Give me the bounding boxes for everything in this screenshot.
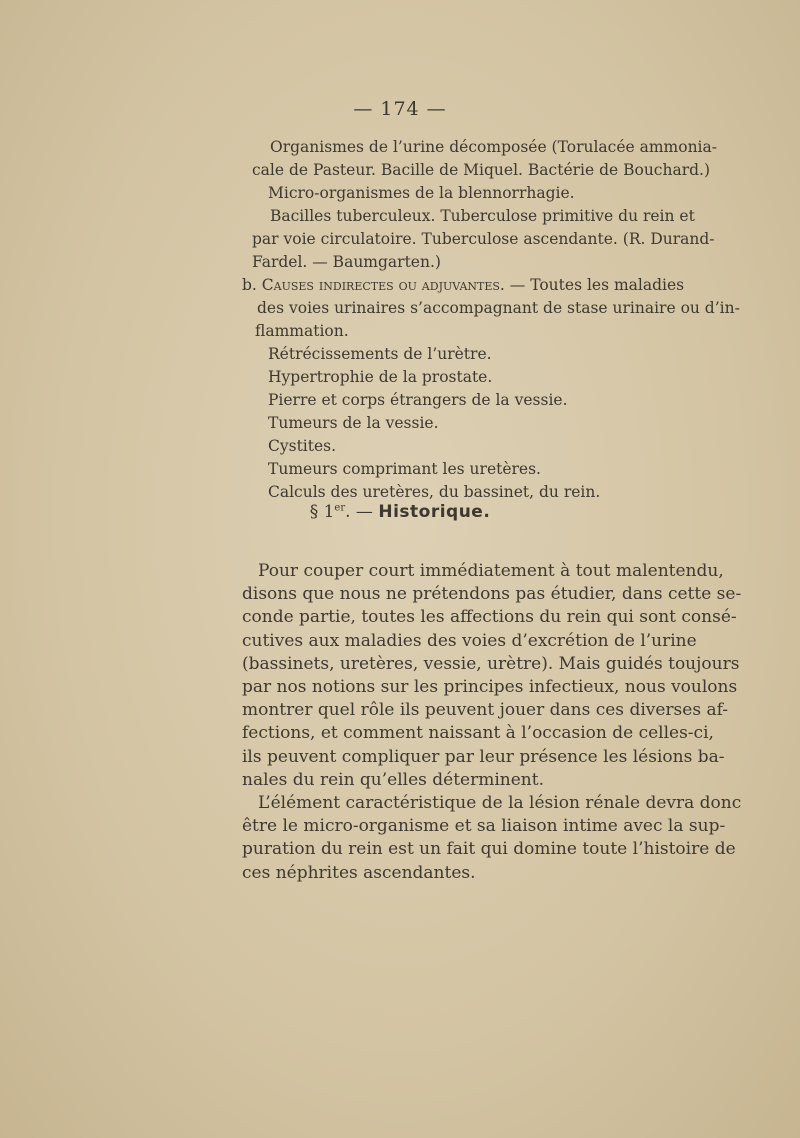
section-b-rest: — Toutes les maladies [504, 276, 685, 294]
text-line: puration du rein est un fait qui domine toute l’histoire de [242, 839, 736, 860]
text-line: montrer quel rôle ils peuvent jouer dans ces diverses af- [242, 700, 729, 721]
list-line: Organismes de l’urine décomposée (Torulacée ammonia- [270, 138, 717, 156]
list2-line: Pierre et corps étrangers de la vessie. [268, 391, 568, 409]
text-line: ils peuvent compliquer par leur présence les lésions ba- [242, 746, 725, 767]
page-number: — 174 — [353, 98, 447, 120]
text-line: fections, et comment naissant à l’occasion de celles-ci, [242, 723, 714, 744]
list2-line: Calculs des uretères, du bassinet, du rein. [268, 483, 601, 501]
text-line: ces néphrites ascendantes. [242, 862, 476, 883]
section-heading-title: Historique. [378, 502, 491, 522]
list-line: Micro-organismes de la blennorrhagie. [268, 184, 575, 202]
text-line: L’élément caractéristique de la lésion rénale devra donc [258, 793, 742, 814]
section-b-line3: flammation. [255, 322, 349, 340]
list2-line: Cystites. [268, 437, 337, 455]
list-line: Fardel. — Baumgarten.) [252, 253, 441, 271]
section-b-line [242, 276, 684, 295]
paragraph-1 [242, 560, 742, 885]
text-line: nales du rein qu’elles déterminent. [242, 769, 544, 790]
section-heading: § 1er. — Historique. [309, 502, 491, 522]
text-line: être le micro-organisme et sa liaison intime avec la sup- [242, 816, 726, 837]
list2-line: Hypertrophie de la prostate. [268, 368, 493, 386]
text-line: conde partie, toutes les affections du rein qui sont consé- [242, 607, 737, 628]
text-line: cutives aux maladies des voies d’excrétion de l’urine [242, 630, 697, 651]
text-line: par nos notions sur les principes infectieux, nous voulons [242, 677, 738, 698]
list2-line: Tumeurs de la vessie. [268, 414, 439, 432]
list-line: par voie circulatoire. Tuberculose ascendante. (R. Durand- [252, 230, 715, 248]
list-line: cale de Pasteur. Bacille de Miquel. Bactérie de Bouchard.) [252, 161, 711, 179]
section-b-label: b. [242, 276, 257, 294]
text-line: disons que nous ne prétendons pas étudier, dans cette se- [242, 584, 742, 605]
text-line: Pour couper court immédiatement à tout malentendu, [258, 561, 724, 581]
list2-line: Tumeurs comprimant les uretères. [268, 460, 541, 478]
section-b-title: Causes indirectes ou adjuvantes. [261, 276, 505, 294]
section-b-line2: des voies urinaires s’accompagnant de stase urinaire ou d’in- [257, 299, 740, 317]
list2-line: Rétrécissements de l’urètre. [268, 345, 492, 363]
text-line: (bassinets, uretères, vessie, urètre). Mais guidés toujours [242, 653, 740, 674]
list-line: Bacilles tuberculeux. Tuberculose primitive du rein et [270, 207, 695, 225]
